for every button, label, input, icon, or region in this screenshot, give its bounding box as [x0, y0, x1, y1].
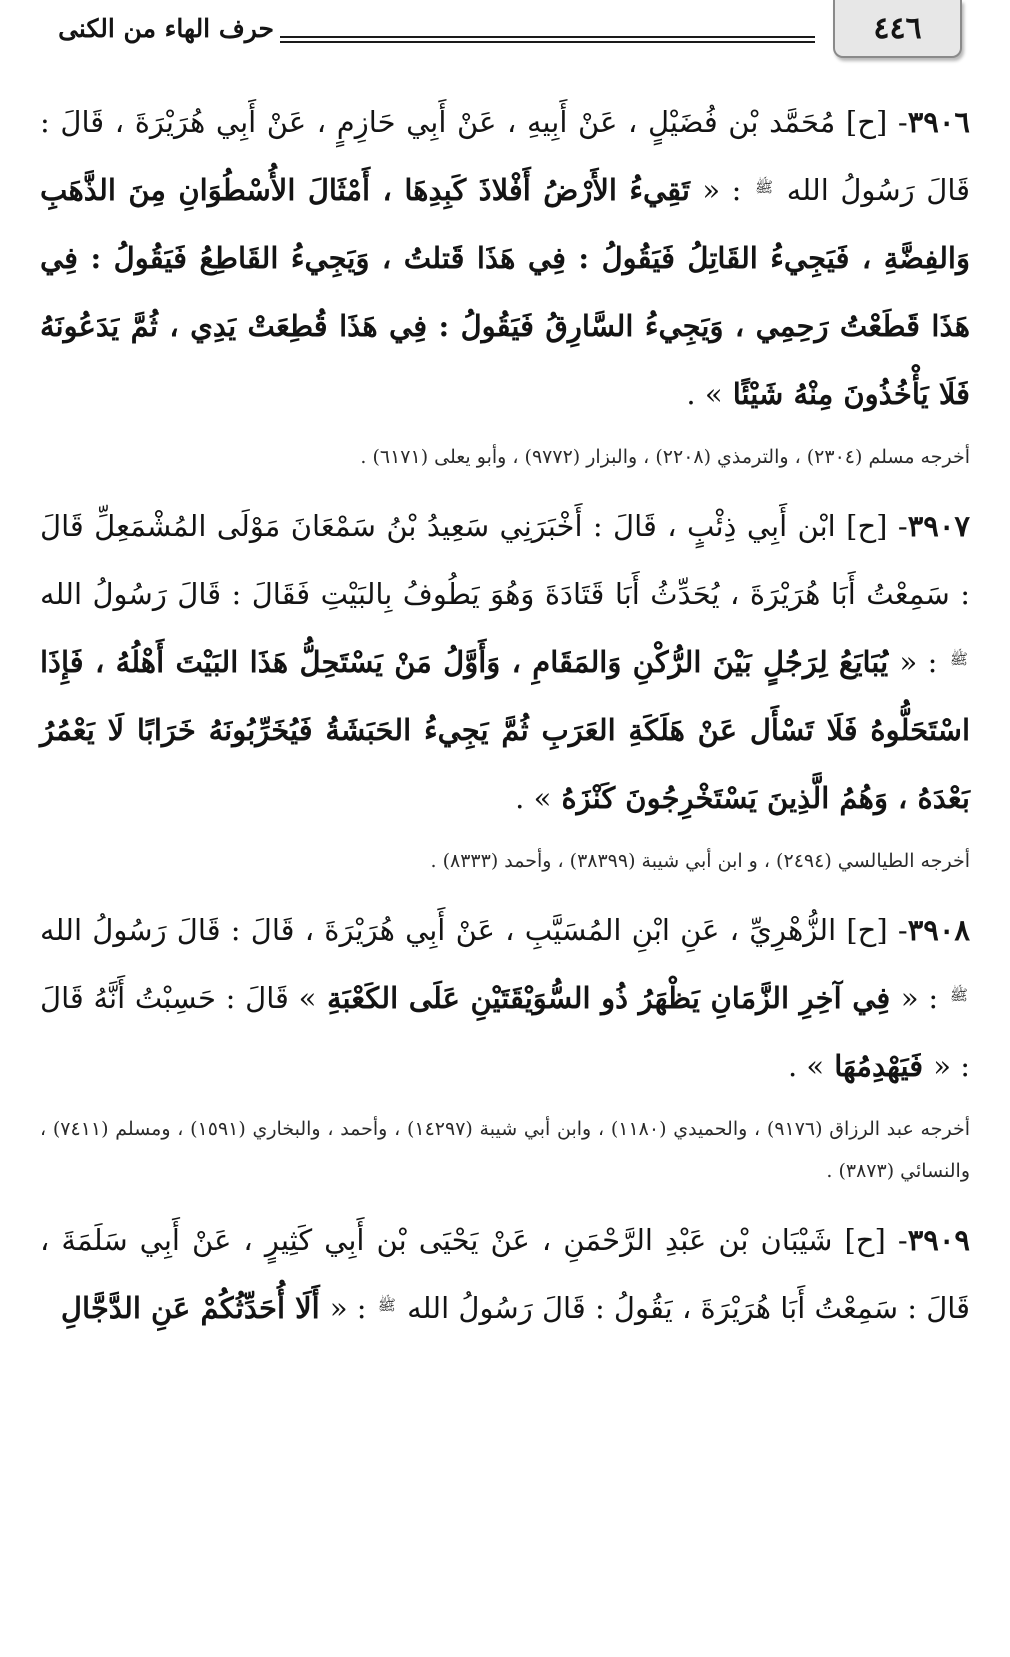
hadith-text [40, 492, 970, 832]
hadith-isnad: - [ح] مُحَمَّد بْن فُضَيْلٍ ، عَنْ أَبِيهِ ، عَنْ أَبِي حَازِمٍ ، عَنْ أَبِي هُرَيْرَةَ ، قَالَ : قَالَ رَسُولُ الله [40, 105, 971, 207]
page-number-text: ٤٤٦ [873, 10, 922, 46]
hadith-3906 [40, 88, 970, 478]
salawat-glyph: ﷺ [755, 178, 774, 196]
hadith-text [40, 1206, 970, 1342]
hadith-matn: أَلَا أُحَدِّثُكُمْ عَنِ الدَّجَّالِ [60, 1291, 330, 1325]
hadith-takhrij: أخرجه عبد الرزاق (٩١٧٦) ، والحميدي (١١٨٠) ، وابن أبي شيبة (١٤٢٩٧) ، وأحمد ، والبخاري (١٥٩١) ، ومسلم (٧٤١١) ، والنسائي (٣٨٧٣) . [40, 1118, 970, 1182]
hadith-3908 [40, 896, 970, 1192]
hadith-isnad: - [ح] الزُّهْرِيِّ ، عَنِ ابْنِ المُسَيَّبِ ، عَنْ أَبِي هُرَيْرَةَ ، قَالَ : قَالَ رَسُولُ الله [40, 913, 908, 947]
header-rule [280, 36, 815, 38]
hadith-text [40, 88, 970, 428]
hadith-number: ٣٩٠٦ [907, 105, 970, 139]
hadith-takhrij: أخرجه الطيالسي (٢٤٩٤) ، و ابن أبي شيبة (٣٨٣٩٩) ، وأحمد (٨٣٣٣) . [430, 850, 970, 872]
hadith-isnad-end: : « [899, 645, 948, 679]
hadith-number: ٣٩٠٧ [907, 509, 970, 543]
hadith-takhrij: أخرجه مسلم (٢٣٠٤) ، والترمذي (٢٢٠٨) ، والبزار (٩٧٧٢) ، وأبو يعلى (٦١٧١) . [360, 446, 970, 468]
hadith-matn: يُبَايَعُ لِرَجُلٍ بَيْنَ الرُّكْنِ وَالمَقَامِ ، وَأَوَّلُ مَنْ يَسْتَحِلُّ هَذَا البَيْتَ أَهْلُهُ ، فَإِذَا اسْتَحَلُّوهُ فَلَا تَسْأَل عَنْ هَلَكَةِ العَرَبِ ثُمَّ يَجِيءُ الحَبَشَةُ فَيُخَرِّبُونَهُ خَرَابًا لَا يَعْمُرُ بَعْدَهُ ، وَهُمُ الَّذِينَ يَسْتَخْرِجُونَ كَنْزَهُ [40, 645, 970, 815]
hadith-isnad-end: : « [329, 1291, 376, 1325]
page-content [40, 88, 970, 1342]
hadith-number: ٣٩٠٩ [907, 1223, 970, 1257]
page-number [833, 0, 962, 58]
hadith-isnad-end: : « [900, 981, 948, 1015]
hadith-isnad-end: : « [702, 173, 754, 207]
hadith-text [40, 896, 970, 1100]
hadith-matn: فِي آخِرِ الزَّمَانِ يَظْهَرُ ذُو السُّوَيْقَتَيْنِ عَلَى الكَعْبَةِ [316, 981, 901, 1015]
salawat-glyph: ﷺ [949, 650, 968, 668]
hadith-matn: تَقِيءُ الأَرْضُ أَفْلاذَ كَبِدِهَا ، أَمْثَالَ الأُسْطُوَانِ مِنَ الذَّهَبِ وَالفِضَّةِ ، فَيَجِيءُ القَاتِلُ فَيَقُولُ : فِي هَذَا قَتلتُ ، وَيَجِيءُ القَاطِعُ فَيَقُولُ : فِي هَذَا قَطَعْتُ رَحِمِي ، وَيَجِيءُ السَّارِقُ فَيَقُولُ : فِي هَذَا قُطِعَتْ يَدِي ، ثُمَّ يَدَعُونَهُ فَلَا يَأْخُذُونَ مِنْهُ شَيْئًا [40, 173, 970, 411]
hadith-closing: » . [515, 781, 552, 815]
chapter-title: حرف الهاء من الكنى [58, 14, 274, 43]
hadith-isnad: - [ح] ابْن أَبِي ذِئْبٍ ، قَالَ : أَخْبَرَنِي سَعِيدُ بْنُ سَمْعَانَ مَوْلَى المُشْمَعِلِّ قَالَ : سَمِعْتُ أَبَا هُرَيْرَةَ ، يُحَدِّثُ أَبَا قَتَادَةَ وَهُوَ يَطُوفُ بِالبَيْتِ فَقَالَ : قَالَ رَسُولُ الله [40, 509, 970, 611]
hadith-closing: » . [686, 377, 723, 411]
hadith-isnad-middle: » قَالَ : حَسِبْتُ أَنَّهُ قَالَ : « [40, 981, 970, 1083]
hadith-closing: » . [787, 1049, 825, 1083]
hadith-isnad: - [ح] شَيْبَان بْن عَبْدِ الرَّحْمَنِ ، عَنْ يَحْيَى بْن أَبِي كَثِيرٍ ، عَنْ أَبِي سَلَمَةَ ، قَالَ : سَمِعْتُ أَبَا هُرَيْرَةَ ، يَقُولُ : قَالَ رَسُولُ الله [40, 1223, 970, 1325]
hadith-3907 [40, 492, 970, 882]
hadith-3909 [40, 1206, 970, 1342]
salawat-glyph: ﷺ [377, 1296, 396, 1314]
page-header [0, 0, 1010, 80]
hadith-number: ٣٩٠٨ [907, 913, 970, 947]
hadith-matn-2: فَيَهْدِمُهَا [824, 1049, 934, 1083]
salawat-glyph: ﷺ [949, 986, 968, 1004]
